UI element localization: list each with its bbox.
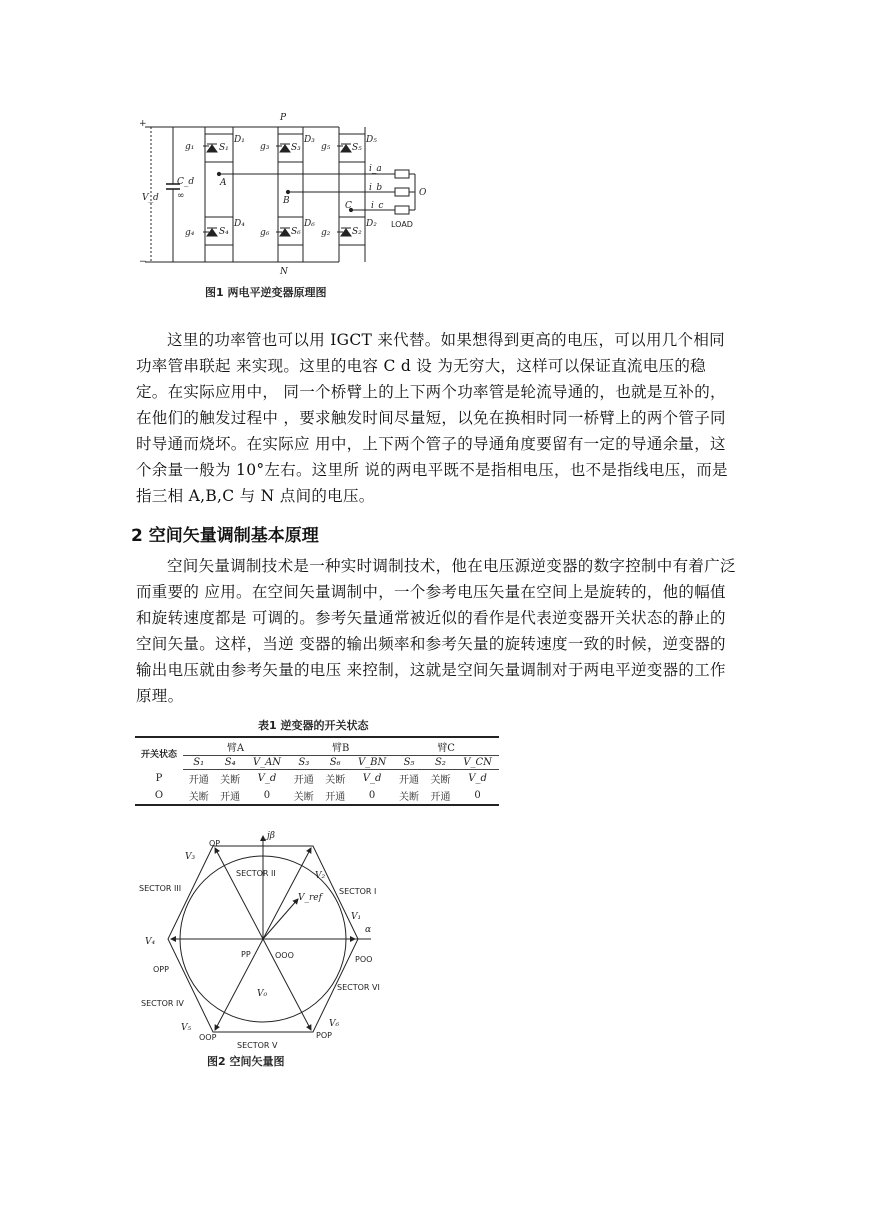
ia-label: i_a bbox=[369, 164, 382, 174]
table-cell: 关断 bbox=[183, 787, 214, 805]
subheader-vcn: V_CN bbox=[456, 756, 499, 770]
table1-caption: 表1 逆变器的开关状态 bbox=[258, 719, 369, 732]
v0-label: V₀ bbox=[257, 989, 268, 999]
node-a-label: A bbox=[220, 178, 227, 188]
table-cell: V_d bbox=[362, 773, 382, 784]
state-header: 开关状态 bbox=[135, 737, 183, 770]
table-cell: 关断 bbox=[393, 787, 424, 805]
vref-label: V_ref bbox=[298, 893, 322, 903]
subheader-s2: S₂ bbox=[425, 756, 456, 770]
state-pp-label: PP bbox=[241, 950, 251, 959]
table-cell: 关断 bbox=[288, 787, 319, 805]
sector-6-label: SECTOR VI bbox=[337, 983, 380, 992]
d5-label: D₅ bbox=[366, 135, 377, 145]
node-n-label: N bbox=[280, 267, 288, 277]
dc-plus-label: + bbox=[139, 119, 147, 129]
alpha-label: α bbox=[365, 925, 372, 935]
state-op-label: OP bbox=[209, 839, 221, 848]
figure2-caption: 图2 空间矢量图 bbox=[207, 1055, 285, 1068]
switch-state-table bbox=[135, 736, 499, 806]
sector-2-label: SECTOR II bbox=[236, 869, 276, 878]
table-cell: V_d bbox=[468, 773, 487, 784]
g5-label: g₅ bbox=[321, 142, 331, 152]
table-cell: 关断 bbox=[430, 775, 451, 786]
sector-4-label: SECTOR IV bbox=[141, 999, 184, 1008]
table-cell: 关断 bbox=[325, 775, 346, 786]
g4-label: g₄ bbox=[185, 228, 195, 238]
dc-minus-label: − bbox=[139, 257, 147, 267]
group-b-header: 臂B bbox=[288, 737, 393, 756]
subheader-s4: S₄ bbox=[214, 756, 245, 770]
g1-label: g₁ bbox=[185, 142, 195, 152]
subheader-s5: S₅ bbox=[393, 756, 424, 770]
sector-5-label: SECTOR V bbox=[237, 1041, 278, 1050]
d6-label: D₆ bbox=[304, 219, 315, 229]
v6-label: V₆ bbox=[329, 1019, 340, 1029]
table-cell: 开通 bbox=[425, 787, 456, 805]
subheader-van: V_AN bbox=[246, 756, 288, 770]
table-cell: 关断 bbox=[220, 775, 241, 786]
v5-label: V₅ bbox=[181, 1023, 192, 1033]
s1-label: S₁ bbox=[219, 143, 229, 153]
table-cell: 开通 bbox=[399, 775, 420, 786]
g3-label: g₃ bbox=[260, 142, 270, 152]
vd-label: V_d bbox=[142, 193, 159, 203]
paragraph-1: 这里的功率管也可以用 IGCT 来代替。如果想得到更高的电压，可以用几个相同功率管串联起 来实现。这里的电容 C d 设 为无穷大，这样可以保证直流电压的稳定。在实际应用中， 同一个桥臂上的上下两个功率管是轮流导通的，也就是互补的，在他们的触发过程中 ，要求触发时间尽量短，以免在换相时同一桥臂上的两个管子同时导通而烧坏。在实际应 用中，上下两个管子的导通角度要留有一定的导通余量，这个余量一般为 10°左右。这里所 说的两电平既不是指相电压，也不是指线电压，而是指三相 A,B,C 与 N 点间的电压。 bbox=[136, 331, 728, 505]
table-cell: 0 bbox=[246, 787, 288, 805]
s6-label: S₆ bbox=[291, 227, 301, 237]
table-cell: 0 bbox=[456, 787, 499, 805]
ib-label: i_b bbox=[369, 183, 383, 193]
table-cell: 开通 bbox=[320, 787, 351, 805]
node-p-label: P bbox=[280, 113, 287, 123]
subheader-s1: S₁ bbox=[183, 756, 214, 770]
table-cell: V_d bbox=[257, 773, 277, 784]
cd-label: C_d bbox=[177, 177, 195, 187]
sector-3-label: SECTOR III bbox=[139, 884, 182, 893]
v1-label: V₁ bbox=[351, 912, 362, 922]
ic-label: i_c bbox=[371, 201, 384, 211]
group-a-header: 臂A bbox=[183, 737, 288, 756]
d1-label: D₁ bbox=[234, 135, 245, 145]
state-poo-label: POO bbox=[355, 955, 373, 964]
row-state: O bbox=[135, 787, 183, 805]
d3-label: D₃ bbox=[304, 135, 315, 145]
subheader-s6: S₆ bbox=[320, 756, 351, 770]
subheader-vbn: V_BN bbox=[351, 756, 393, 770]
paragraph-2: 空间矢量调制技术是一种实时调制技术，他在电压源逆变器的数字控制中有着广泛而重要的 应用。在空间矢量调制中，一个参考电压矢量在空间上是旋转的，他的幅值和旋转速度都是 可调的。参考矢量通常被近似的看作是代表逆变器开关状态的静止的空间矢量。这样，当逆 变器的输出频率和参考矢量的旋转速度一致的时候，逆变器的输出电压就由参考矢量的电压 来控制，这就是空间矢量调制对于两电平逆变器的工作原理。 bbox=[136, 557, 736, 705]
node-b-label: B bbox=[283, 196, 290, 206]
d2-label: D₂ bbox=[366, 219, 377, 229]
table-cell: 开通 bbox=[214, 787, 245, 805]
table-cell: 0 bbox=[351, 787, 393, 805]
sector-1-label: SECTOR I bbox=[339, 887, 377, 896]
inverter-schematic bbox=[133, 112, 433, 310]
s2-label: S₂ bbox=[352, 227, 362, 237]
section-heading: 2 空间矢量调制基本原理 bbox=[131, 526, 319, 546]
table-cell: 开通 bbox=[188, 775, 209, 786]
group-c-header: 臂C bbox=[393, 737, 499, 756]
row-state: P bbox=[155, 772, 163, 784]
infinity-label: ∞ bbox=[177, 191, 185, 201]
load-label: LOAD bbox=[391, 220, 413, 229]
table-row bbox=[135, 787, 499, 805]
s5-label: S₅ bbox=[352, 143, 362, 153]
g2-label: g₂ bbox=[321, 228, 331, 238]
table-cell: 开通 bbox=[293, 775, 314, 786]
state-pop-label: POP bbox=[316, 1031, 332, 1040]
v4-label: V₄ bbox=[145, 937, 156, 947]
s4-label: S₄ bbox=[219, 227, 229, 237]
v3-label: V₃ bbox=[185, 852, 196, 862]
v2-label: V₂ bbox=[315, 871, 326, 881]
d4-label: D₄ bbox=[234, 219, 245, 229]
space-vector-diagram bbox=[133, 826, 383, 1056]
g6-label: g₆ bbox=[260, 228, 270, 238]
state-oop-label: OOP bbox=[199, 1033, 217, 1042]
figure1-caption: 图1 两电平逆变器原理图 bbox=[205, 286, 327, 299]
state-opp-label: OPP bbox=[153, 965, 169, 974]
state-ooo-label: OOO bbox=[275, 951, 294, 960]
jbeta-label: jβ bbox=[267, 831, 275, 841]
s3-label: S₃ bbox=[291, 143, 301, 153]
table-row bbox=[135, 770, 499, 788]
subheader-s3: S₃ bbox=[288, 756, 319, 770]
node-c-label: C bbox=[345, 201, 352, 211]
node-o-label: O bbox=[419, 188, 427, 198]
